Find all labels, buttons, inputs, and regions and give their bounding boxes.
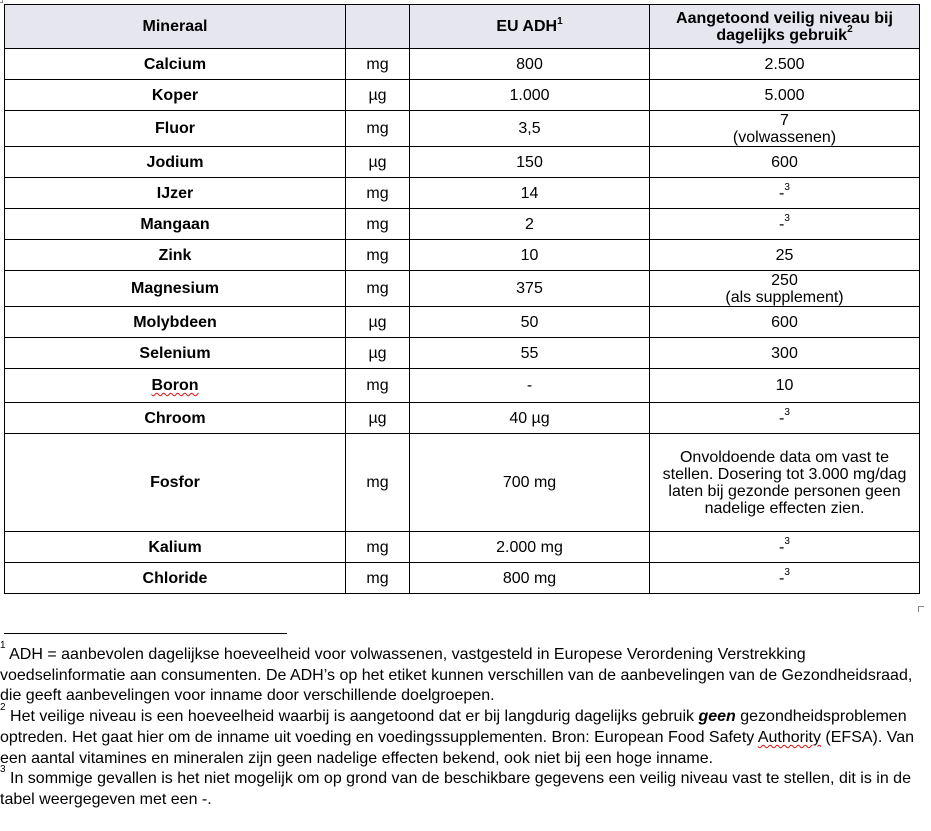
table-row xyxy=(5,532,920,563)
table-row xyxy=(5,307,920,338)
mineral-name: Chloride xyxy=(5,563,346,594)
spellcheck-flagged-word: Authority xyxy=(757,728,821,746)
mineral-name: Fosfor xyxy=(5,434,346,532)
adh-cell: 55 xyxy=(410,338,650,369)
safe-level-cell: -$^3$ xyxy=(650,532,920,563)
table-row xyxy=(5,338,920,369)
mineral-name: Fluor xyxy=(5,111,346,147)
footnote-ref-3: 3 xyxy=(784,407,790,419)
footnote-ref-3: 3 xyxy=(784,213,790,225)
minerals-table xyxy=(4,4,920,594)
mineral-name: Magnesium xyxy=(5,271,346,307)
mineral-name xyxy=(5,369,346,403)
adh-cell: 2.000 mg xyxy=(410,532,650,563)
unit-cell: µg xyxy=(346,80,410,111)
safe-level-cell: -$^3$ xyxy=(650,563,920,594)
header-unit xyxy=(346,5,410,49)
unit-cell: mg xyxy=(346,111,410,147)
adh-cell: - xyxy=(410,369,650,403)
mineral-name: Jodium xyxy=(5,147,346,178)
mineral-name: Molybdeen xyxy=(5,307,346,338)
corner-mark-top-left xyxy=(0,0,3,3)
footnote-3: $^3$ In sommige gevallen is het niet mogelijk om op grond van de beschikbare gegevens een veilig niveau vast te stellen, dit is in de tabel weergegeven met een -. xyxy=(0,763,911,808)
header-eu-adh: EU ADH$^1$ xyxy=(410,5,650,49)
adh-cell: 800 mg xyxy=(410,563,650,594)
unit-cell: mg xyxy=(346,434,410,532)
safe-level-cell: 25 xyxy=(650,240,920,271)
header-safe-level: Aangetoond veilig niveau bij dagelijks gebruik$^2$ xyxy=(650,5,920,49)
safe-level-cell: 250 (als supplement) xyxy=(650,271,920,307)
table-row xyxy=(5,49,920,80)
footnote-mark: 1 xyxy=(0,639,6,651)
safe-level-cell: -$^3$ xyxy=(650,403,920,434)
table-row xyxy=(5,209,920,240)
adh-cell: 14 xyxy=(410,178,650,209)
adh-cell: 800 xyxy=(410,49,650,80)
safe-level-cell: 7 (volwassenen) xyxy=(650,111,920,147)
safe-level-note: (volwassenen) xyxy=(732,128,837,146)
table-row xyxy=(5,403,920,434)
adh-cell: 150 xyxy=(410,147,650,178)
table-row xyxy=(5,434,920,532)
adh-cell: 1.000 xyxy=(410,80,650,111)
mineral-name: Mangaan xyxy=(5,209,346,240)
footnote-ref-3: 3 xyxy=(784,536,790,548)
safe-level-cell: 5.000 xyxy=(650,80,920,111)
table-header-row xyxy=(5,5,920,49)
safe-level-cell: 2.500 xyxy=(650,49,920,80)
table-row xyxy=(5,563,920,594)
adh-cell: 10 xyxy=(410,240,650,271)
adh-cell: 375 xyxy=(410,271,650,307)
header-mineral: Mineraal xyxy=(5,5,346,49)
table-row xyxy=(5,369,920,403)
safe-level-cell: 300 xyxy=(650,338,920,369)
table-row xyxy=(5,178,920,209)
table-row xyxy=(5,147,920,178)
safe-level-cell: -$^3$ xyxy=(650,209,920,240)
mineral-name: Koper xyxy=(5,80,346,111)
footnote-ref-3: 3 xyxy=(784,182,790,194)
unit-cell: mg xyxy=(346,240,410,271)
footnote-ref-3: 3 xyxy=(784,567,790,579)
footnote-mark: 3 xyxy=(0,763,6,775)
adh-cell: 700 mg xyxy=(410,434,650,532)
unit-cell: mg xyxy=(346,178,410,209)
mineral-name: Selenium xyxy=(5,338,346,369)
safe-level-cell: Onvoldoende data om vast te stellen. Dosering tot 3.000 mg/dag laten bij gezonde personen geen nadelige effecten zien. xyxy=(650,434,920,532)
adh-cell: 40 µg xyxy=(410,403,650,434)
table-row xyxy=(5,271,920,307)
unit-cell: mg xyxy=(346,209,410,240)
unit-cell: mg xyxy=(346,563,410,594)
safe-level-cell: 600 xyxy=(650,307,920,338)
footnote-ref-2: 2 xyxy=(847,24,853,36)
adh-cell: 2 xyxy=(410,209,650,240)
unit-cell: µg xyxy=(346,147,410,178)
emphasis-geen: geen xyxy=(698,708,736,726)
spellcheck-flagged-word: Boron xyxy=(151,377,199,394)
safe-level-cell: -$^3$ xyxy=(650,178,920,209)
footnote-ref-1: 1 xyxy=(557,15,563,27)
unit-cell: mg xyxy=(346,369,410,403)
corner-mark-table-end xyxy=(918,606,924,612)
mineral-name: Kalium xyxy=(5,532,346,563)
mineral-name: Zink xyxy=(5,240,346,271)
table-row xyxy=(5,240,920,271)
footnote-2: $^2$ Het veilige niveau is een hoeveelheid waarbij is aangetoond dat er bij langdurig dagelijks gebruik geen gezondheidsproblemen optreden. Het gaat hier om de inname uit voeding en voedingssupplementen. Bron: European Food Safety Authority (EFSA). Van een aantal vitamines en mineralen zijn geen nadelige effecten bekend, ook niet bij een hoge inname. xyxy=(0,701,915,767)
adh-cell: 3,5 xyxy=(410,111,650,147)
safe-level-cell: 600 xyxy=(650,147,920,178)
unit-cell: mg xyxy=(346,271,410,307)
unit-cell: mg xyxy=(346,532,410,563)
unit-cell: mg xyxy=(346,49,410,80)
footnote-mark: 2 xyxy=(0,701,6,713)
unit-cell: µg xyxy=(346,307,410,338)
safe-level-cell: 10 xyxy=(650,369,920,403)
mineral-name: Calcium xyxy=(5,49,346,80)
mineral-name: IJzer xyxy=(5,178,346,209)
table-row xyxy=(5,111,920,147)
unit-cell: µg xyxy=(346,338,410,369)
safe-level-note: (als supplement) xyxy=(725,288,844,306)
adh-cell: 50 xyxy=(410,307,650,338)
table-row xyxy=(5,80,920,111)
footnotes xyxy=(0,639,928,811)
mineral-name: Chroom xyxy=(5,403,346,434)
unit-cell: µg xyxy=(346,403,410,434)
footnote-separator xyxy=(4,633,287,634)
footnote-1: $^1$ ADH = aanbevolen dagelijkse hoeveelheid voor volwassenen, vastgesteld in Europese Verordening Verstrekking voedselinformatie aan consumenten. De ADH’s op het etiket kunnen verschillen van de aanbevelingen van de Gezondheidsraad, die geeft aanbevelingen voor inname door verschillende doelgroepen. xyxy=(0,639,913,705)
